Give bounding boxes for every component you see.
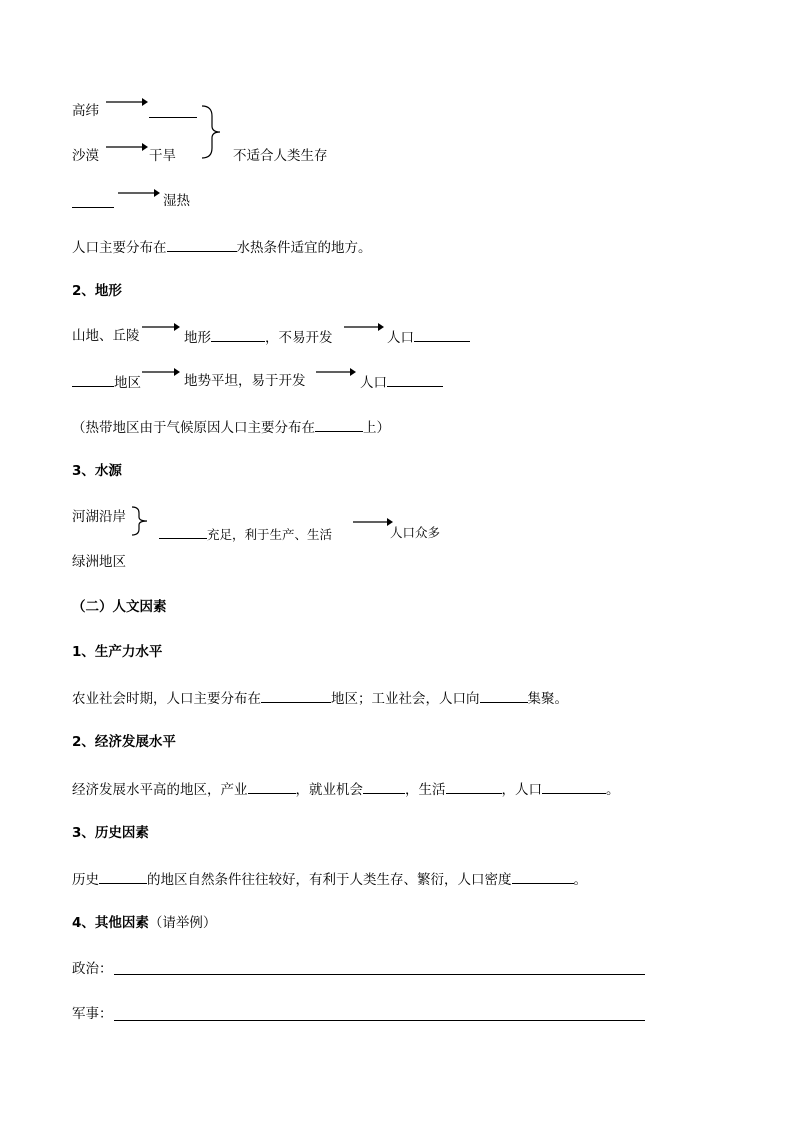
productivity-heading: 1、生产力水平 bbox=[72, 644, 163, 660]
answer-blank[interactable] bbox=[315, 417, 363, 432]
answer-blank[interactable] bbox=[99, 869, 147, 884]
answer-blank[interactable] bbox=[446, 779, 502, 794]
answer-blank[interactable] bbox=[72, 207, 114, 208]
arrow-icon bbox=[106, 97, 148, 107]
right-brace-icon bbox=[130, 505, 150, 541]
flat-label: 地势平坦，易于开发 bbox=[184, 373, 306, 389]
answer-blank[interactable] bbox=[387, 372, 443, 387]
answer-blank[interactable] bbox=[480, 688, 528, 703]
high-latitude-label: 高纬 bbox=[72, 103, 99, 119]
economy-sentence: 经济发展水平高的地区，产业 ，就业机会 ，生活 ，人口 。 bbox=[72, 779, 620, 799]
military-answer-line[interactable] bbox=[114, 1020, 645, 1021]
arrow-icon bbox=[142, 322, 180, 332]
military-label: 军事： bbox=[72, 1006, 113, 1022]
history-heading: 3、历史因素 bbox=[72, 825, 149, 841]
human-heading: （二）人文因素 bbox=[72, 599, 167, 615]
arrow-icon bbox=[106, 142, 148, 152]
sufficient-sentence: 充足，利于生产、生活 bbox=[159, 524, 332, 544]
river-lake-label: 河湖沿岸 bbox=[72, 509, 126, 525]
arrow-icon bbox=[316, 367, 356, 377]
arrow-icon bbox=[118, 188, 160, 198]
answer-blank[interactable] bbox=[261, 688, 331, 703]
answer-blank[interactable] bbox=[512, 869, 574, 884]
desert-label: 沙漠 bbox=[72, 148, 99, 164]
answer-blank[interactable] bbox=[167, 237, 237, 252]
answer-blank[interactable] bbox=[149, 117, 197, 118]
arid-label: 干旱 bbox=[149, 148, 176, 164]
terrain-heading: 2、地形 bbox=[72, 283, 122, 299]
answer-blank[interactable] bbox=[159, 524, 207, 539]
oasis-label: 绿洲地区 bbox=[72, 554, 126, 570]
economy-heading: 2、经济发展水平 bbox=[72, 734, 176, 750]
distribution-sentence: 人口主要分布在 水热条件适宜的地方。 bbox=[72, 237, 372, 257]
other-heading: 4、其他因素（请举例） bbox=[72, 915, 217, 931]
answer-blank[interactable] bbox=[414, 327, 470, 342]
answer-blank[interactable] bbox=[248, 779, 296, 794]
productivity-sentence: 农业社会时期，人口主要分布在 地区；工业社会，人口向 集聚。 bbox=[72, 688, 568, 708]
right-brace-icon bbox=[200, 104, 222, 164]
water-heading: 3、水源 bbox=[72, 463, 122, 479]
many-people-label: 人口众多 bbox=[390, 525, 441, 540]
terrain-note: （热带地区由于气候原因人口主要分布在 上） bbox=[72, 417, 390, 437]
population-sentence: 人口 bbox=[387, 327, 470, 347]
arrow-icon bbox=[344, 322, 384, 332]
mountain-label: 山地、丘陵 bbox=[72, 328, 140, 344]
history-sentence: 历史 的地区自然条件往往较好，有利于人类生存、繁衍，人口密度 。 bbox=[72, 869, 587, 889]
terrain-sentence: 地形 ，不易开发 bbox=[184, 327, 333, 347]
humid-hot-label: 湿热 bbox=[163, 193, 190, 209]
arrow-icon bbox=[353, 517, 393, 527]
answer-blank[interactable] bbox=[72, 372, 114, 387]
population-sentence-2: 人口 bbox=[360, 372, 443, 392]
arrow-icon bbox=[142, 367, 180, 377]
politics-answer-line[interactable] bbox=[114, 974, 645, 975]
unsuitable-label: 不适合人类生存 bbox=[233, 148, 328, 164]
politics-label: 政治： bbox=[72, 961, 113, 977]
answer-blank[interactable] bbox=[542, 779, 606, 794]
region-sentence: 地区 bbox=[72, 372, 141, 392]
answer-blank[interactable] bbox=[211, 327, 265, 342]
answer-blank[interactable] bbox=[363, 779, 405, 794]
